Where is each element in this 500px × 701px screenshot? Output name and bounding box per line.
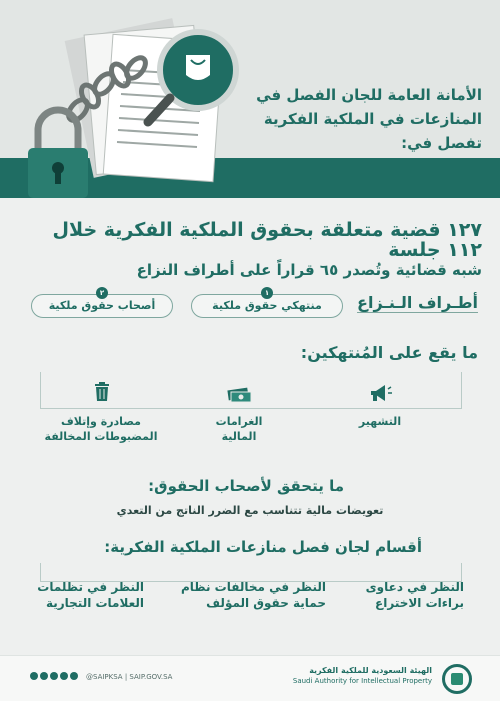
division-item <box>24 579 144 611</box>
owners-text: تعويضات مالية تتناسب مع الضرر الناتج من التعدي <box>116 504 384 517</box>
megaphone-icon <box>367 382 393 404</box>
stats-line: ١٢٧ قضية متعلقة بحقوق الملكية الفكرية خلال ١١٢ جلسة <box>52 219 482 261</box>
violator-item-line: مصادرة وإتلاف <box>61 415 141 428</box>
party-label: أصحاب حقوق ملكية <box>48 299 156 312</box>
documents-illustration <box>8 0 268 200</box>
violator-item-label <box>36 414 166 444</box>
hero-banner <box>0 0 500 198</box>
parties-title: أطـراف الـنـزاع <box>357 293 478 312</box>
stats-line: شبه قضائية وتُصدر ٦٥ قراراً على أطراف النزاع <box>136 261 482 279</box>
party-number: ٢ <box>96 287 108 299</box>
hero-title-line: تفصل في: <box>401 134 482 152</box>
violator-item-line: الغرامات <box>215 415 263 428</box>
violator-item-line: المضبوطات المخالفة <box>44 430 158 443</box>
linkedin-icon[interactable] <box>70 672 78 680</box>
snapchat-icon[interactable] <box>50 672 58 680</box>
twitter-icon[interactable] <box>30 672 38 680</box>
violator-item-line: المالية <box>221 430 257 443</box>
party-pill-owners <box>31 289 173 318</box>
division-item <box>344 579 464 611</box>
hero-title-line: المنازعات في الملكية الفكرية <box>263 110 482 128</box>
footer <box>0 655 500 701</box>
party-number: ١ <box>261 287 273 299</box>
hero-title <box>252 83 482 155</box>
trash-icon <box>89 380 115 402</box>
padlock-icon <box>28 110 88 198</box>
instagram-icon[interactable] <box>40 672 48 680</box>
division-line: النظر في دعاوى <box>365 580 464 594</box>
division-line: براءات الاختراع <box>375 596 464 610</box>
divisions-title: أقسام لجان فصل منازعات الملكية الفكرية: <box>104 538 422 556</box>
division-line: النظر في مخالفات نظام <box>181 580 326 594</box>
violator-item-label: التشهير <box>358 415 402 428</box>
org-name-arabic: الهيئة السعودية للملكية الفكرية <box>309 666 432 675</box>
violators-title: ما يقع على المُنتهكين: <box>300 343 478 362</box>
violator-item-label <box>199 414 279 444</box>
owners-title: ما يتحقق لأصحاب الحقوق: <box>148 477 344 495</box>
org-name-english: Saudi Authority for Intellectual Property <box>292 677 432 685</box>
party-pill-violators <box>191 289 343 318</box>
saip-logo-icon <box>442 664 472 694</box>
hero-title-line: الأمانة العامة للجان الفصل في <box>256 86 482 104</box>
cash-icon <box>226 383 252 405</box>
division-item <box>176 579 326 611</box>
division-line: العلامات التجارية <box>45 596 144 610</box>
division-line: حماية حقوق المؤلف <box>206 596 326 610</box>
youtube-icon[interactable] <box>60 672 68 680</box>
stats-block <box>12 220 482 280</box>
social-handle[interactable]: @SAIPKSA | SAIP.GOV.SA <box>86 673 173 681</box>
party-label: منتهكي حقوق ملكية <box>212 299 322 312</box>
division-line: النظر في تظلمات <box>37 580 144 594</box>
